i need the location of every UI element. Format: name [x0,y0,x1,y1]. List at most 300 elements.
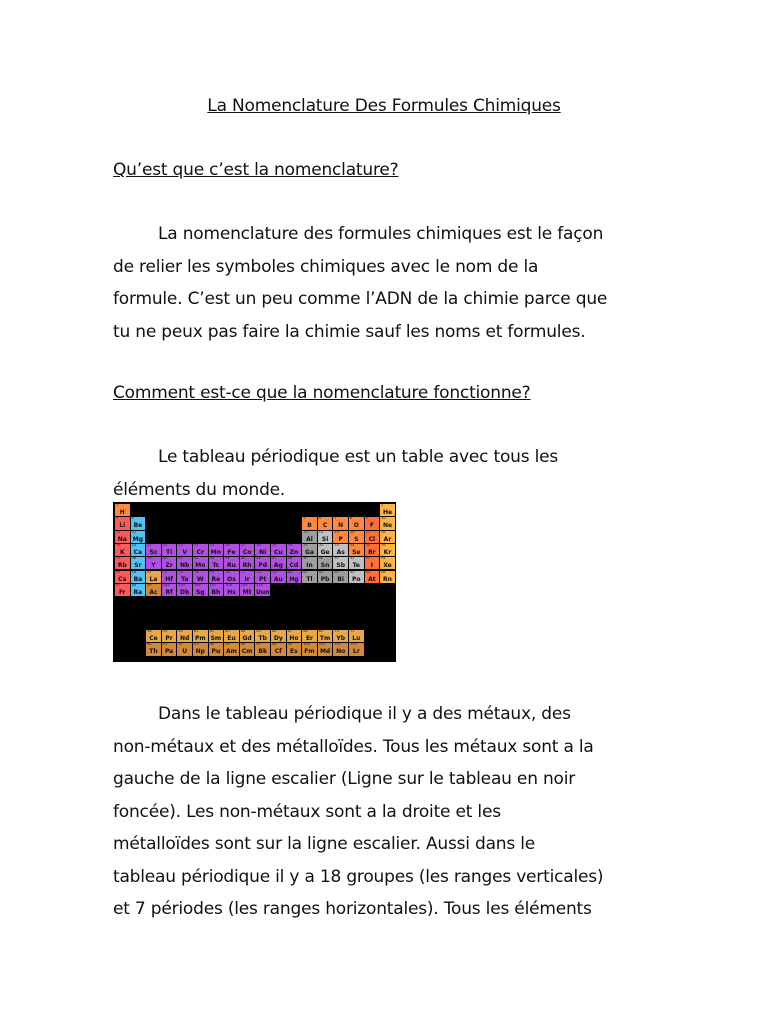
element-symbol: Mg [132,535,144,543]
element-cell-re [209,571,224,583]
paragraph-line: formule. C’est un peu comme l’ADN de la chimie parce que [113,289,608,309]
element-cell-fm [302,643,317,655]
paragraph-line: La nomenclature des formules chimiques est le façon [158,224,604,244]
paragraph-line: et 7 périodes (les ranges horizontales). Tous les éléments [113,899,592,919]
element-cell-al [302,531,317,543]
element-cell-at [365,571,380,583]
element-symbol: Rb [117,562,127,570]
element-cell-i [365,557,380,569]
element-cell-u [177,643,192,655]
element-cell-ca [131,544,146,556]
element-cell-ru [224,557,239,569]
element-cell-ag [271,557,286,569]
element-cell-te [349,557,364,569]
element-symbol: At [368,575,376,583]
element-number: 30 [287,543,293,547]
element-number: 9 [365,517,368,521]
element-cell-es [287,643,302,655]
element-number: 17 [365,530,371,534]
element-cell-sg [193,584,208,596]
element-symbol: Ti [166,548,173,556]
element-cell-md [318,643,333,655]
element-number: 69 [318,630,324,633]
element-symbol: Sb [336,562,345,570]
element-symbol: U [182,648,188,656]
element-cell-mt [240,584,255,596]
paragraph-line: tu ne peux pas faire la chimie sauf les noms et formules. [113,321,586,342]
element-cell-as [333,544,348,556]
element-number: 53 [365,557,371,561]
element-cell-w [193,571,208,583]
element-symbol: Ho [289,635,299,642]
element-cell-ra [131,584,146,596]
element-number: 41 [178,557,183,561]
element-number: 23 [178,543,183,547]
element-cell-pt [255,571,270,583]
element-number: 19 [116,543,121,547]
element-cell-si [318,531,333,543]
element-cell-v [177,544,192,556]
element-symbol: C [322,522,328,530]
element-number: 86 [381,570,386,574]
element-number: 11 [116,530,121,534]
element-cell-mo [193,557,208,569]
element-cell-rn [380,571,395,583]
element-symbol: Hs [227,588,236,596]
element-cell-co [240,544,255,556]
element-symbol: Th [149,648,158,656]
element-number: 61 [194,630,199,633]
element-symbol: Cs [118,575,127,583]
element-symbol: Rf [165,588,173,596]
element-cell-bh [209,584,224,596]
element-symbol: K [119,548,125,556]
element-cell-o [349,517,364,529]
element-cell-hs [224,584,239,596]
element-cell-sr [131,557,146,569]
element-symbol: Al [306,535,313,543]
element-cell-no [333,643,348,655]
element-number: 57 [147,570,152,574]
element-number: 32 [318,543,324,547]
element-symbol: S [354,535,359,543]
element-cell-uun [255,584,270,596]
element-symbol: Be [133,522,143,530]
element-symbol: Ra [133,588,143,596]
element-symbol: Fr [118,588,126,596]
element-number: 88 [131,583,137,587]
element-number: 81 [303,570,308,574]
element-symbol: Am [226,648,237,656]
element-cell-lu [349,630,364,642]
element-number: 78 [256,570,261,574]
element-cell-pu [209,643,224,655]
element-cell-he [380,504,395,516]
element-cell-cl [365,531,380,543]
element-number: 2 [381,504,384,507]
element-cell-br [365,544,380,556]
element-number: 65 [256,630,261,633]
element-symbol: Mt [242,588,252,596]
element-number: 105 [178,583,186,587]
element-cell-ti [162,544,177,556]
element-symbol: Dy [273,635,283,642]
element-cell-pm [193,630,208,642]
element-symbol: Ca [133,548,143,556]
element-cell-nd [177,630,192,642]
element-number: 56 [131,570,137,574]
element-number: 18 [381,530,386,534]
element-symbol: Ba [133,575,143,583]
element-symbol: Yb [336,635,345,642]
element-number: 77 [240,570,246,574]
element-symbol: No [336,648,346,656]
element-number: 20 [131,543,137,547]
element-cell-cd [287,557,302,569]
element-symbol: V [182,548,188,556]
element-symbol: Lu [352,635,361,642]
element-number: 55 [116,570,121,574]
element-number: 89 [147,583,152,587]
element-number: 38 [131,557,137,561]
element-cell-yb [333,630,348,642]
element-number: 43 [209,557,215,561]
element-number: 21 [147,543,152,547]
element-symbol: Er [305,635,314,642]
element-number: 80 [287,570,293,574]
element-symbol: Ir [244,575,250,583]
element-cell-be [131,517,146,529]
element-cell-cs [115,571,130,583]
element-number: 29 [272,543,277,547]
element-cell-c [318,517,333,529]
element-symbol: Po [352,575,361,583]
element-cell-sn [318,557,333,569]
element-symbol: Mn [210,548,222,556]
element-number: 12 [131,530,137,534]
element-symbol: Pu [211,648,221,656]
element-number: 27 [240,543,246,547]
element-symbol: Es [290,648,298,656]
element-symbol: Re [211,575,221,583]
element-symbol: Y [151,562,156,570]
element-number: 106 [194,583,201,587]
paragraph-line: de relier les symboles chimiques avec le nom de la [113,256,539,277]
element-number: 83 [334,570,339,574]
element-cell-mg [131,531,146,543]
element-cell-ar [380,531,395,543]
element-symbol: Br [368,548,376,556]
element-number: 87 [116,583,121,587]
element-symbol: Hg [289,575,299,583]
element-symbol: In [306,562,313,570]
document-title: La Nomenclature Des Formules Chimiques [207,96,561,116]
element-number: 4 [131,517,134,521]
element-cell-cr [193,544,208,556]
element-symbol: Pt [259,575,267,583]
element-number: 47 [272,557,277,561]
paragraph-metals-groups-periods [113,698,658,926]
element-symbol: Ce [149,635,158,642]
element-number: 60 [178,630,183,633]
element-cell-rb [115,557,130,569]
element-cell-pa [162,643,177,655]
element-symbol: Nb [180,562,190,570]
element-cell-zn [287,544,302,556]
element-symbol: Uun [255,588,270,596]
element-symbol: Na [117,535,127,543]
element-number: 25 [209,543,215,547]
element-symbol: As [336,548,345,556]
element-symbol: Cr [196,548,204,556]
element-cell-pr [162,630,177,642]
element-cell-b [302,517,317,529]
element-cell-p [333,531,348,543]
element-symbol: B [307,522,312,530]
element-symbol: Cu [273,548,283,556]
element-cell-fe [224,544,239,556]
element-symbol: Bi [337,575,344,583]
element-number: 94 [209,643,215,647]
element-cell-eu [224,630,239,642]
element-number: 35 [365,543,371,547]
element-symbol: N [338,522,344,530]
element-symbol: Rn [383,575,392,583]
element-cell-ac [146,584,161,596]
element-symbol: I [370,562,373,570]
element-cell-sb [333,557,348,569]
element-cell-li [115,517,130,529]
element-symbol: Ta [181,575,189,583]
element-cell-ga [302,544,317,556]
element-cell-cu [271,544,286,556]
element-cell-pd [255,557,270,569]
element-cell-ce [146,630,161,642]
element-symbol: Rh [242,562,252,570]
element-symbol: Ni [259,548,267,556]
paragraph-line: métalloïdes sont sur la ligne escalier. Aussi dans le [113,834,536,854]
element-number: 66 [272,630,277,633]
element-number: 52 [350,557,355,561]
element-cell-rh [240,557,255,569]
element-cell-gd [240,630,255,642]
element-symbol: W [196,575,204,583]
element-symbol: Gd [242,635,252,642]
element-number: 64 [240,630,246,633]
element-symbol: Pb [320,575,330,583]
element-symbol: Pm [194,635,206,642]
element-number: 54 [381,557,386,561]
element-number: 28 [256,543,261,547]
paragraph-line: gauche de la ligne escalier (Ligne sur le tableau en noir [113,769,576,789]
element-cell-zr [162,557,177,569]
element-symbol: Pr [165,635,173,642]
element-symbol: Sm [210,635,222,642]
element-number: 68 [303,630,308,633]
element-symbol: Si [321,535,329,543]
element-symbol: Sr [134,562,142,570]
element-cell-xe [380,557,395,569]
element-number: 37 [116,557,121,561]
element-number: 59 [162,630,168,633]
element-number: 84 [350,570,355,574]
element-symbol: Tb [258,635,267,642]
element-number: 22 [162,543,168,547]
element-symbol: Cd [289,562,299,570]
element-number: 15 [334,530,339,534]
element-cell-lr [349,643,364,655]
element-number: 70 [334,630,339,633]
element-number: 24 [194,543,199,547]
element-cell-bi [333,571,348,583]
element-cell-tm [318,630,333,642]
element-cell-f [365,517,380,529]
element-symbol: Sn [320,562,330,570]
element-number: 36 [381,543,386,547]
element-number: 1 [116,504,119,507]
element-number: 58 [147,630,152,633]
element-number: 3 [116,517,119,521]
element-number: 101 [318,643,326,647]
element-symbol: He [382,509,393,516]
element-symbol: H [119,509,125,516]
element-cell-ne [380,517,395,529]
element-number: 26 [225,543,230,547]
element-symbol: Au [273,575,283,583]
element-cell-am [224,643,239,655]
element-cell-y [146,557,161,569]
element-number: 98 [272,643,277,647]
element-symbol: Mo [195,562,206,570]
element-number: 63 [225,630,230,633]
element-cell-ni [255,544,270,556]
element-number: 103 [350,643,357,647]
element-cell-db [177,584,192,596]
element-cell-fr [115,584,130,596]
element-symbol: Fe [227,548,236,556]
element-cell-la [146,571,161,583]
element-symbol: Lr [352,648,360,656]
element-number: 99 [287,643,293,647]
element-number: 100 [303,643,310,647]
element-number: 73 [178,570,183,574]
element-symbol: Pa [164,648,174,656]
element-number: 96 [240,643,246,647]
element-cell-np [193,643,208,655]
element-number: 82 [318,570,324,574]
element-number: 34 [350,543,355,547]
element-number: 45 [240,557,246,561]
element-symbol: P [338,535,343,543]
element-symbol: Cf [274,648,282,656]
element-symbol: Fm [304,648,315,656]
element-number: 107 [209,583,217,587]
element-cell-pb [318,571,333,583]
element-cell-bk [255,643,270,655]
element-symbol: Ac [149,588,158,596]
element-cell-mn [209,544,224,556]
element-symbol: Li [119,522,126,530]
element-symbol: Te [352,562,360,570]
element-number: 46 [256,557,261,561]
element-number: 13 [303,530,308,534]
element-symbol: Zn [289,548,299,556]
element-symbol: Xe [383,562,392,570]
element-cell-in [302,557,317,569]
element-cell-tl [302,571,317,583]
element-number: 49 [303,557,308,561]
paragraph-line: foncée). Les non-métaux sont a la droite et les [113,801,501,822]
element-symbol: Co [242,548,252,556]
element-symbol: Kr [383,548,392,556]
element-symbol: Nd [180,635,190,642]
element-number: 74 [194,570,199,574]
element-symbol: Bk [258,648,267,656]
element-symbol: Hf [165,575,173,583]
element-symbol: Cl [368,535,376,543]
element-symbol: Tm [319,635,331,642]
element-symbol: Md [319,648,331,656]
element-number: 50 [318,557,324,561]
element-symbol: Db [180,588,190,596]
element-number: 76 [225,570,230,574]
element-number: 7 [334,517,337,521]
element-number: 95 [225,643,230,647]
element-symbol: O [353,522,359,530]
element-number: 102 [334,643,342,647]
element-number: 51 [334,557,339,561]
element-symbol: Ag [273,562,283,570]
element-number: 75 [209,570,215,574]
element-number: 79 [272,570,277,574]
element-number: 10 [381,517,386,521]
element-symbol: Sc [149,548,158,556]
element-number: 97 [256,643,261,647]
periodic-table-image [113,502,396,662]
element-symbol: Ne [382,522,393,530]
element-number: 16 [350,530,355,534]
element-symbol: Tc [212,562,220,570]
paragraph-line: éléments du monde. [113,479,286,500]
element-cell-na [115,531,130,543]
element-cell-ta [177,571,192,583]
element-symbol: Ar [383,535,392,543]
element-cell-os [224,571,239,583]
element-cell-cf [271,643,286,655]
element-symbol: Tl [306,575,313,583]
element-number: 48 [287,557,293,561]
element-cell-sc [146,544,161,556]
element-number: 110 [256,583,264,587]
element-cell-tc [209,557,224,569]
element-number: 72 [162,570,168,574]
element-cell-tb [255,630,270,642]
paragraph-definition [113,218,658,348]
element-number: 5 [303,517,306,521]
element-number: 92 [178,643,183,647]
element-number: 14 [318,530,324,534]
element-cell-hg [287,571,302,583]
element-symbol: Np [195,648,205,656]
element-symbol: Bh [211,588,221,596]
element-number: 91 [162,643,168,647]
element-cell-hf [162,571,177,583]
element-symbol: Ru [227,562,236,570]
element-cell-dy [271,630,286,642]
element-symbol: Sg [195,588,205,596]
element-cell-ba [131,571,146,583]
element-cell-cm [240,643,255,655]
